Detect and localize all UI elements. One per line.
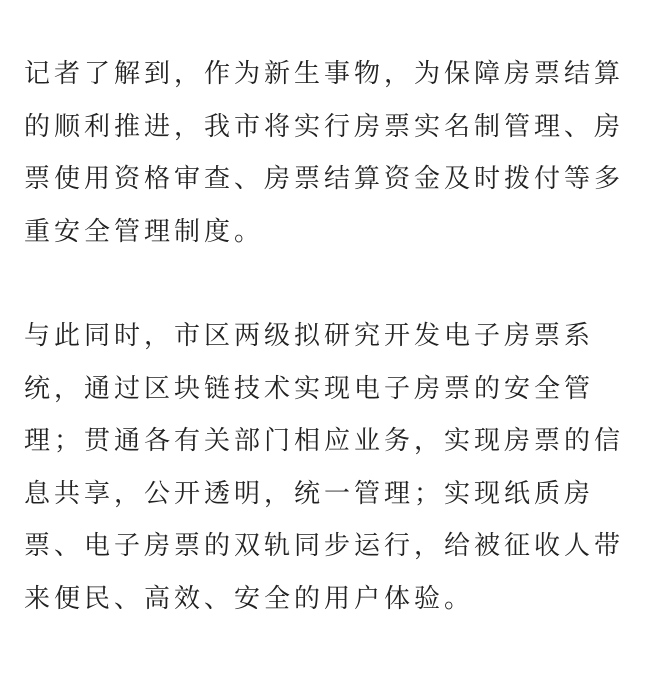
text-line: 理；贯通各有关部门相应业务，实现房票的信 xyxy=(24,426,625,456)
text-line: 来便民、高效、安全的用户体验。 xyxy=(24,583,475,614)
text-line: 票、电子房票的双轨同步运行，给被征收人带 xyxy=(24,531,625,561)
article-body xyxy=(24,48,636,625)
paragraph-electronic-ticket-system xyxy=(24,310,636,625)
text-line: 的顺利推进，我市将实行房票实名制管理、房 xyxy=(24,111,625,142)
paragraph-record-management xyxy=(24,48,636,258)
text-line: 记者了解到，作为新生事物，为保障房票结算 xyxy=(24,59,625,89)
text-line: 票使用资格审查、房票结算资金及时拨付等多 xyxy=(24,164,625,194)
text-line: 与此同时，市区两级拟研究开发电子房票系 xyxy=(24,321,595,351)
text-line: 统，通过区块链技术实现电子房票的安全管 xyxy=(24,373,595,404)
text-line: 重安全管理制度。 xyxy=(24,216,265,247)
text-line: 息共享，公开透明，统一管理；实现纸质房 xyxy=(24,478,595,509)
